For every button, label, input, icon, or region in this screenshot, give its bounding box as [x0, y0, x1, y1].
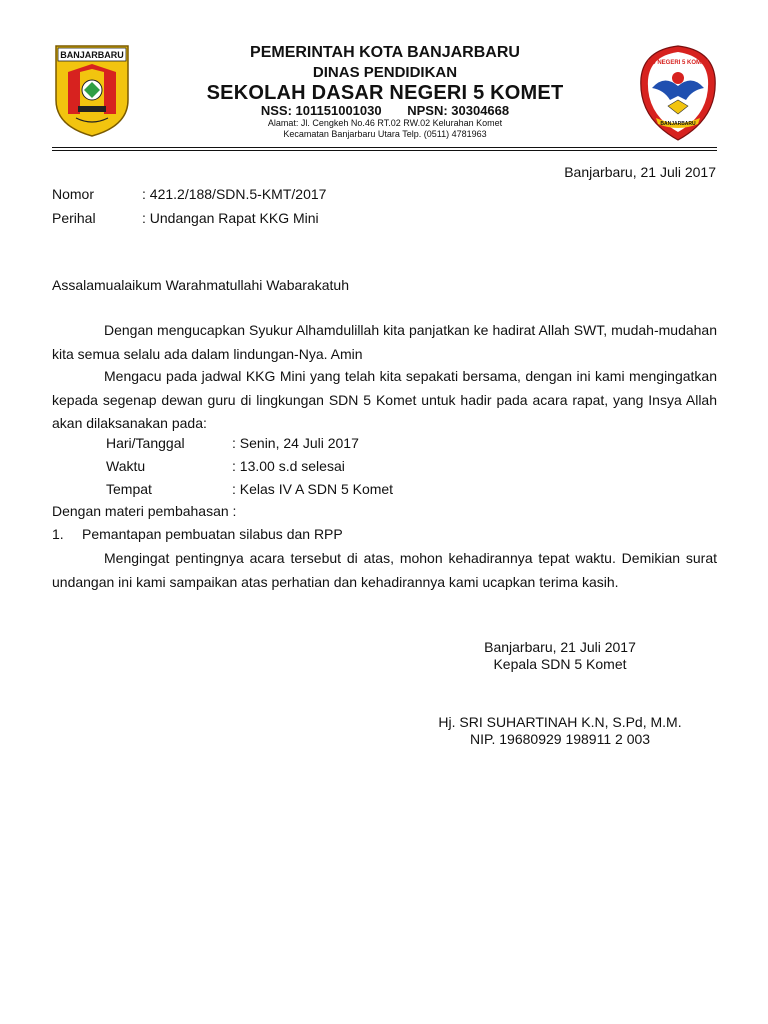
signature-nip: NIP. 19680929 198911 2 003	[469, 731, 651, 747]
right-logo-bottom-label: BANJARBARU	[660, 121, 696, 127]
left-logo-label: BANJARBARU	[60, 50, 124, 60]
letterhead-government: PEMERINTAH KOTA BANJARBARU	[250, 44, 520, 61]
address-line-1: Alamat: Jl. Cengkeh No.46 RT.02 RW.02 Kelurahan Komet	[267, 118, 503, 128]
letterhead-school-name: SEKOLAH DASAR NEGERI 5 KOMET	[206, 82, 564, 104]
detail-value-time: : 13.00 s.d selesai	[232, 458, 345, 474]
signature-name: Hj. SRI SUHARTINAH K.N, S.Pd, M.M.	[438, 714, 682, 730]
letterhead-address	[140, 118, 630, 140]
letterhead-department: DINAS PENDIDIKAN	[312, 64, 458, 81]
letterhead-divider-thick	[52, 147, 717, 148]
letter-date: Banjarbaru, 21 Juli 2017	[564, 164, 716, 180]
signature-position: Kepala SDN 5 Komet	[493, 656, 627, 672]
perihal-label: Perihal	[52, 210, 96, 226]
greeting: Assalamualaikum Warahmatullahi Wabarakatuh	[52, 277, 349, 293]
letterhead-divider-thin	[52, 150, 717, 151]
address-line-2: Kecamatan Banjarbaru Utara Telp. (0511) 4781963	[283, 129, 487, 139]
paragraph-invitation: Mengacu pada jadwal KKG Mini yang telah kita sepakati bersama, dengan ini kami mengingatkan kepada segenap dewan guru di lingkungan SDN 5 Komet untuk hadir pada acara rapat, yang Insya Allah akan dilaksanakan pada:	[52, 368, 717, 431]
paragraph-closing: Mengingat pentingnya acara tersebut di atas, mohon kehadirannya tepat waktu. Demikian surat undangan ini kami sampaikan atas perhatian dan kehadirannya kami ucapkan terima kasih.	[52, 550, 717, 590]
detail-label-date: Hari/Tanggal	[106, 435, 185, 451]
paragraph-opening: Dengan mengucapkan Syukur Alhamdulillah kita panjatkan ke hadirat Allah SWT, mudah-mudahan kita semua selalu ada dalam lindungan-Nya. Amin	[52, 322, 717, 362]
school-logo	[638, 44, 718, 142]
perihal-value: : Undangan Rapat KKG Mini	[142, 210, 319, 226]
materi-intro: Dengan materi pembahasan :	[52, 503, 237, 519]
materi-item-number: 1.	[52, 526, 64, 542]
signature-place-date: Banjarbaru, 21 Juli 2017	[484, 639, 636, 655]
nss-number: NSS: 101151001030	[260, 103, 382, 118]
npsn-number: NPSN: 30304668	[407, 103, 510, 118]
materi-item: Pemantapan pembuatan silabus dan RPP	[82, 526, 343, 542]
letterhead-codes	[140, 103, 630, 118]
nomor-value: : 421.2/188/SDN.5-KMT/2017	[142, 186, 327, 202]
nomor-label: Nomor	[52, 186, 95, 202]
banjarbaru-city-logo	[52, 42, 132, 138]
detail-label-place: Tempat	[106, 481, 152, 497]
detail-value-date: : Senin, 24 Juli 2017	[232, 435, 359, 451]
detail-value-place: : Kelas IV A SDN 5 Komet	[232, 481, 394, 497]
detail-label-time: Waktu	[106, 458, 146, 474]
right-logo-top-label: SD NEGERI 5 KOMET	[647, 60, 709, 66]
